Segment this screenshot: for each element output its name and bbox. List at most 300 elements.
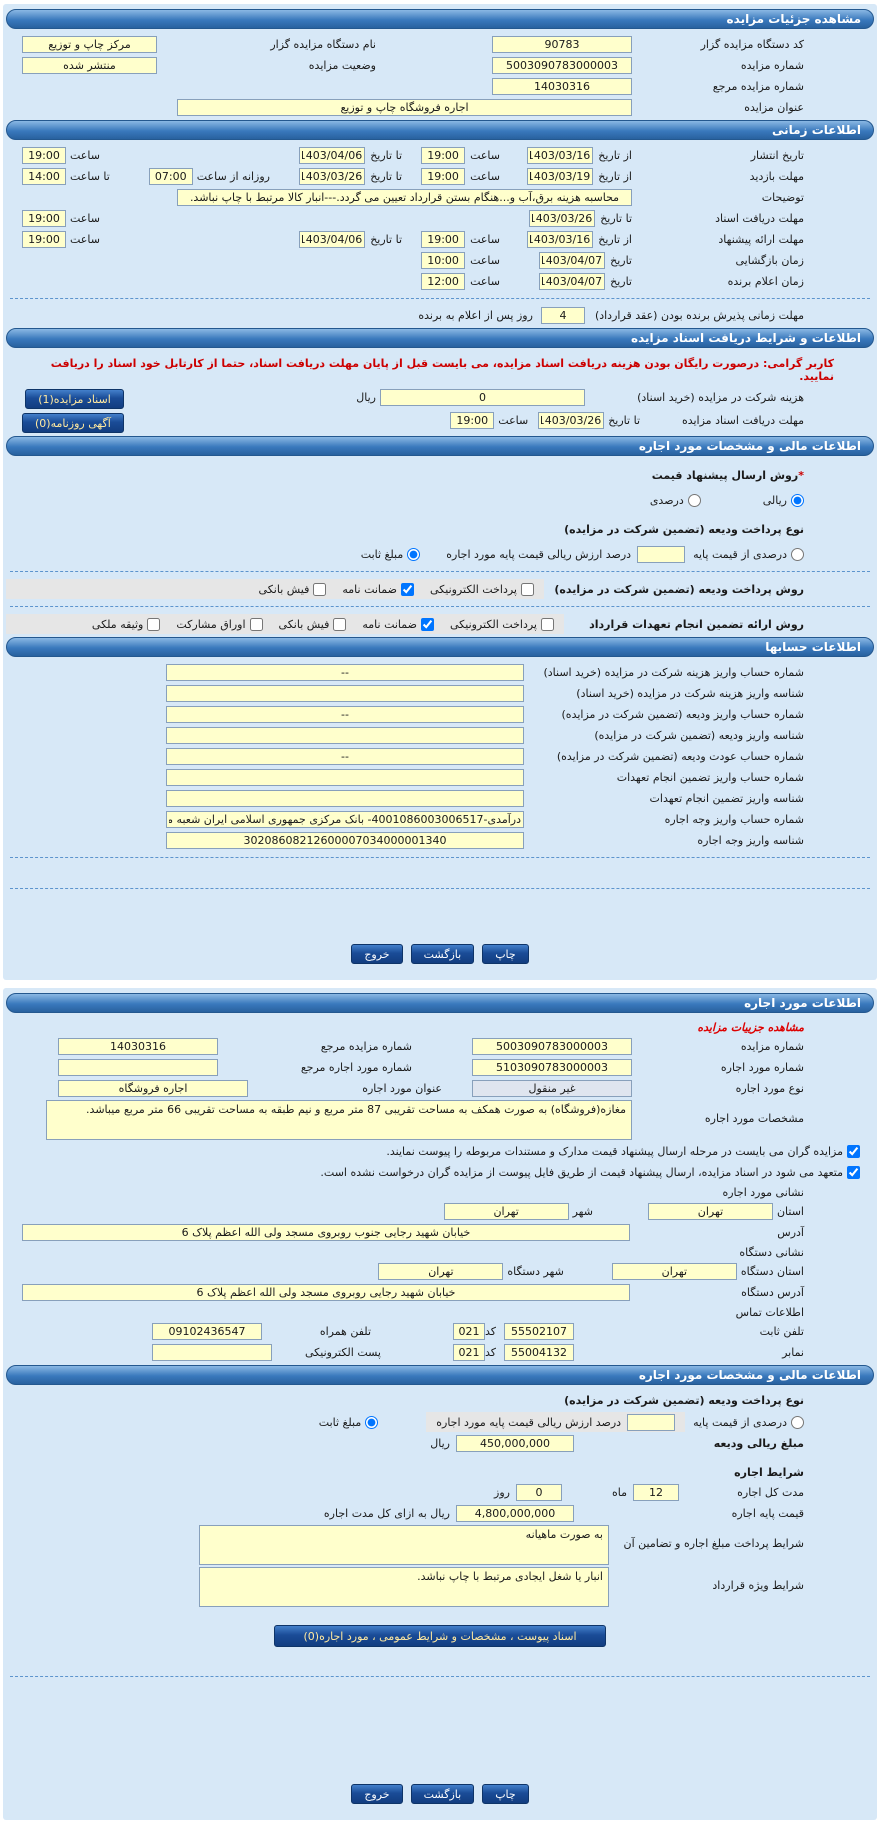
- date-label: تاریخ: [610, 275, 632, 288]
- lease-item-ref-label: شماره مورد اجاره مرجع: [300, 1061, 412, 1074]
- email-group: [152, 1344, 381, 1361]
- finance-section-title: اطلاعات مالی و مشخصات مورد اجاره: [638, 439, 861, 453]
- org-province-group: [612, 1263, 804, 1280]
- org-province-city-row: [6, 1262, 874, 1281]
- item-address-section-row: [6, 1184, 874, 1200]
- to-hour-label: تا ساعت: [70, 170, 110, 183]
- deposit-type2-label: نوع پرداخت ودیعه (تضمین شرکت در مزایده): [564, 1394, 804, 1407]
- rial-option[interactable]: [763, 494, 804, 507]
- page-title: [6, 9, 874, 29]
- separator: [10, 606, 870, 607]
- winner-time-field[interactable]: [421, 273, 465, 290]
- phone-row: [6, 1322, 874, 1341]
- opening-time-row: [6, 251, 874, 270]
- province-field[interactable]: [648, 1203, 773, 1220]
- g-bank-receipt-option[interactable]: [279, 618, 347, 631]
- notes-label: توضیحات: [761, 191, 804, 204]
- publish-to-date-field[interactable]: [299, 147, 365, 164]
- deposit-amount-label: مبلغ ریالی ودیعه: [713, 1437, 804, 1450]
- item-ref-number-group: [58, 1038, 412, 1055]
- opening-time-field[interactable]: [421, 252, 465, 269]
- item-type-field[interactable]: [472, 1080, 632, 1097]
- separator: [10, 857, 870, 858]
- page-title-text: مشاهده جزئیات مزایده: [726, 12, 861, 26]
- deposit-pay-method-row: [6, 579, 874, 599]
- deposit-pay-method-label: روش پرداخت ودیعه (تضمین شرکت در مزایده): [554, 582, 804, 596]
- fixed-amount2-label: مبلغ ثابت: [318, 1415, 362, 1429]
- phone-code-field[interactable]: [453, 1323, 485, 1340]
- electronic-payment-option[interactable]: [430, 583, 534, 596]
- account-row: [6, 810, 874, 829]
- org-address-field[interactable]: [22, 1284, 630, 1301]
- g-guarantee-letter-checkbox[interactable]: [421, 618, 434, 631]
- spacer: [6, 865, 874, 881]
- percent2-strip: [426, 1412, 685, 1432]
- guarantee-letter-option[interactable]: [342, 583, 414, 596]
- spacer: [6, 1651, 874, 1669]
- account-field[interactable]: [166, 706, 524, 723]
- account-label: شناسه واریز ودیعه (تضمین شرکت در مزایده): [594, 729, 804, 742]
- item-address-row: [6, 1223, 874, 1242]
- payment-terms-textarea[interactable]: [199, 1525, 609, 1565]
- percent-of-base2-radio[interactable]: [791, 1416, 804, 1429]
- fax-row: [6, 1343, 874, 1362]
- electronic-payment-checkbox[interactable]: [521, 583, 534, 596]
- deposit-amount-row: [6, 1434, 874, 1453]
- date-label: تاریخ: [610, 254, 632, 267]
- rial-label: ریال: [430, 1437, 450, 1450]
- item-ref-number-label: شماره مزایده مرجع: [320, 1040, 412, 1053]
- notes-field[interactable]: [177, 189, 632, 206]
- to-date-label: تا تاریخ: [600, 212, 632, 225]
- doc-fee-field[interactable]: [380, 389, 585, 406]
- account-field[interactable]: [166, 811, 524, 828]
- account-label: شناسه واریز هزینه شرکت در مزایده (خرید اسناد): [576, 687, 804, 700]
- hour-label: ساعت: [498, 414, 529, 427]
- agency-name-field[interactable]: [22, 36, 157, 53]
- account-label: شماره حساب واریز هزینه شرکت در مزایده (خرید اسناد): [543, 666, 804, 679]
- special-terms-label: شرایط ویژه قرارداد: [712, 1579, 804, 1592]
- spacer: [6, 1684, 874, 1780]
- auction-status-label: وضعیت مزایده: [308, 59, 376, 72]
- account-field[interactable]: [166, 832, 524, 849]
- percent-of-base-label: درصدی از قیمت پایه: [693, 548, 787, 561]
- mobile-label: تلفن همراه: [319, 1325, 371, 1338]
- org-city-label: شهر دستگاه: [507, 1265, 564, 1278]
- code-label: کد: [484, 1325, 496, 1338]
- property-collateral-label: وثیقه ملکی: [91, 617, 144, 631]
- status-group: [22, 57, 376, 74]
- payment-terms-row: [6, 1525, 874, 1565]
- deposit-type-label-row: [6, 520, 874, 539]
- back-button[interactable]: بازگشت: [411, 1784, 475, 1804]
- item-section-bar: [6, 993, 874, 1013]
- auction-summary-panel: [3, 4, 877, 980]
- item-ref-number-field[interactable]: [58, 1038, 218, 1055]
- percent-of-base-radio[interactable]: [791, 548, 804, 561]
- spacer: [6, 896, 874, 940]
- publish-to-time-field[interactable]: [22, 147, 66, 164]
- account-row: [6, 831, 874, 850]
- percent2-suffix-label: درصد ارزش ریالی قیمت پایه مورد اجاره: [436, 1415, 622, 1429]
- exit-button[interactable]: خروج: [351, 1784, 402, 1804]
- item-type-label: نوع مورد اجاره: [735, 1082, 804, 1095]
- doc-deadline-date-field[interactable]: [529, 210, 595, 227]
- attest1-option[interactable]: [386, 1145, 860, 1158]
- electronic-payment-label: پرداخت الکترونیکی: [430, 582, 517, 596]
- docs-deadline-date-field[interactable]: [538, 412, 604, 429]
- account-row: [6, 789, 874, 808]
- base-price-label: قیمت پایه اجاره: [731, 1507, 804, 1520]
- offer-from-date-field[interactable]: [527, 231, 593, 248]
- org-city-group: [378, 1263, 563, 1280]
- attachments-button[interactable]: اسناد پیوست ، مشخصات و شرایط عمومی ، مورد اجاره(0): [274, 1625, 605, 1647]
- account-row: [6, 705, 874, 724]
- fixed-amount2-option[interactable]: [319, 1416, 378, 1429]
- doc-deadline-time-field[interactable]: [22, 210, 66, 227]
- participation-bonds-checkbox[interactable]: [250, 618, 263, 631]
- view-auction-details-link[interactable]: مشاهده جزییات مزایده: [697, 1020, 804, 1034]
- org-address-row: [6, 1283, 874, 1302]
- opening-date-field[interactable]: [539, 252, 605, 269]
- province-group: [648, 1203, 804, 1220]
- account-label: شماره حساب عودت ودیعه (تضمین شرکت در مزایده): [556, 750, 804, 763]
- item-spec-textarea[interactable]: [46, 1100, 632, 1140]
- base-price-suffix-label: ریال به ازای کل مدت اجاره: [323, 1507, 450, 1520]
- visit-deadline-row: [6, 167, 874, 186]
- deposit-type-label: نوع پرداخت ودیعه (تضمین شرکت در مزایده): [564, 523, 804, 536]
- docs-buttons: [22, 389, 124, 433]
- percent2-value-field[interactable]: [627, 1414, 675, 1431]
- item-auction-number-row: [6, 1037, 874, 1056]
- docs-warning-text: کاربر گرامی: درصورت رایگان بودن هزینه دریافت اسناد مزایده، می بایست قبل از پایان مهلت دریافت اسناد، حتما از کارتابل خود اسناد را دریافت نمایید.: [50, 357, 834, 383]
- rial-option-label: ریالی: [762, 494, 787, 507]
- acceptance-deadline-label: مهلت زمانی پذیرش برنده بودن (عقد قرارداد): [594, 309, 804, 322]
- offer-from-time-field[interactable]: [421, 231, 465, 248]
- province-label: استان: [776, 1205, 804, 1218]
- rial-radio[interactable]: [791, 494, 804, 507]
- lease-item-ref-field[interactable]: [58, 1059, 218, 1076]
- g-electronic-payment-option[interactable]: [450, 618, 554, 631]
- lease-item-ref-group: [58, 1059, 412, 1076]
- visit-daily-to-field[interactable]: [22, 168, 66, 185]
- newspaper-ad-button[interactable]: آگهی روزنامه(0): [22, 413, 124, 433]
- item-title-group: [58, 1080, 442, 1097]
- org-address-section-row: [6, 1244, 874, 1260]
- phone-field[interactable]: [504, 1323, 574, 1340]
- participation-bonds-option[interactable]: [176, 618, 262, 631]
- auction-number-label: شماره مزایده: [740, 59, 804, 72]
- separator: [10, 298, 870, 299]
- account-field[interactable]: [166, 727, 524, 744]
- lease-item-number-label: شماره مورد اجاره: [720, 1061, 804, 1074]
- item-address-label: آدرس: [777, 1226, 804, 1239]
- fax-label: نمابر: [782, 1346, 804, 1359]
- visit-from-time-field[interactable]: [421, 168, 465, 185]
- lease-duration-label: مدت کل اجاره: [737, 1486, 804, 1499]
- auction-title-field[interactable]: [177, 99, 632, 116]
- contract-guarantee-strip: [6, 614, 564, 634]
- participation-bonds-label: اوراق مشارکت: [176, 617, 246, 631]
- item-spec-label: مشخصات مورد اجاره: [704, 1112, 804, 1125]
- account-row: [6, 747, 874, 766]
- item-section-title: اطلاعات مورد اجاره: [744, 996, 861, 1010]
- auction-status-field[interactable]: [22, 57, 157, 74]
- lease-item-number-row: [6, 1058, 874, 1077]
- account-field[interactable]: [166, 790, 524, 807]
- payment-terms-label: شرایط پرداخت مبلغ اجاره و تضامین آن: [623, 1537, 804, 1550]
- item-address-section-label: نشانی مورد اجاره: [722, 1185, 804, 1199]
- to-date-label: تا تاریخ: [608, 414, 640, 427]
- accounts-section-title: اطلاعات حسابها: [765, 640, 861, 654]
- g-electronic-payment-checkbox[interactable]: [541, 618, 554, 631]
- g-bank-receipt-label: فیش بانکی: [278, 617, 330, 631]
- attest2-checkbox[interactable]: [847, 1166, 860, 1179]
- percent-suffix-label: درصد ارزش ریالی قیمت پایه مورد اجاره: [446, 548, 632, 561]
- doc-deadline-label: مهلت دریافت اسناد: [715, 212, 804, 225]
- time-section-bar: [6, 120, 874, 140]
- from-date-label: از تاریخ: [598, 170, 632, 183]
- city-label: شهر: [572, 1205, 593, 1218]
- attest2-option[interactable]: [320, 1166, 860, 1179]
- required-asterisk: *: [798, 469, 804, 482]
- hour-label: ساعت: [470, 149, 500, 162]
- send-method-label: روش ارسال پیشنهاد قیمت: [651, 469, 799, 482]
- publish-from-time-field[interactable]: [421, 147, 465, 164]
- duration-days-field[interactable]: [516, 1484, 562, 1501]
- percent-of-base-option[interactable]: [693, 548, 804, 561]
- reference-number-label: شماره مزایده مرجع: [712, 80, 804, 93]
- reference-number-field[interactable]: [492, 78, 632, 95]
- g-electronic-payment-label: پرداخت الکترونیکی: [450, 617, 537, 631]
- bank-receipt-option[interactable]: [259, 583, 327, 596]
- org-address-section-label: نشانی دستگاه: [739, 1245, 804, 1259]
- item-auction-number-label: شماره مزایده: [740, 1040, 804, 1053]
- city-field[interactable]: [444, 1203, 569, 1220]
- visit-to-date-field[interactable]: [299, 168, 365, 185]
- visit-deadline-label: مهلت بازدید: [749, 170, 804, 183]
- fixed-amount-option[interactable]: [361, 548, 420, 561]
- reference-number-row: [6, 77, 874, 96]
- city-group: [444, 1203, 593, 1220]
- winner-announce-label: زمان اعلام برنده: [727, 275, 804, 288]
- org-province-label: استان دستگاه: [740, 1265, 804, 1278]
- percent-radio[interactable]: [688, 494, 701, 507]
- deposit-pay-options-strip: [6, 579, 544, 599]
- publish-from-date-field[interactable]: [527, 147, 593, 164]
- g-guarantee-letter-label: ضمانت نامه: [362, 617, 417, 631]
- offer-to-date-field[interactable]: [299, 231, 365, 248]
- lease-item-number-field[interactable]: [472, 1059, 632, 1076]
- agency-code-field[interactable]: [492, 36, 632, 53]
- fixed-amount-label: مبلغ ثابت: [360, 548, 404, 561]
- hour-label: ساعت: [470, 233, 500, 246]
- contract-guarantee-label: روش ارائه تضمین انجام تعهدات قرارداد: [589, 617, 804, 631]
- fixed-amount2-radio[interactable]: [365, 1416, 378, 1429]
- day-label: روز: [494, 1486, 510, 1499]
- org-city-field[interactable]: [378, 1263, 503, 1280]
- auction-number-field[interactable]: [492, 57, 632, 74]
- separator: [10, 1676, 870, 1677]
- bank-receipt-checkbox[interactable]: [313, 583, 326, 596]
- percent-option[interactable]: [650, 494, 701, 507]
- winner-date-field[interactable]: [539, 273, 605, 290]
- finance2-section-bar: [6, 1365, 874, 1385]
- agency-code-label: کد دستگاه مزایده گزار: [700, 38, 804, 51]
- auction-documents-button[interactable]: اسناد مزایده(1): [25, 389, 124, 409]
- auction-title-row: [6, 98, 874, 117]
- rial-label: ریال: [356, 391, 376, 404]
- visit-daily-from-field[interactable]: [149, 168, 193, 185]
- auction-number-row: [6, 56, 874, 75]
- publish-date-label: تاریخ انتشار: [750, 149, 804, 162]
- special-terms-row: [6, 1567, 874, 1607]
- base-price-row: [6, 1504, 874, 1523]
- item-title-label: عنوان مورد اجاره: [362, 1082, 442, 1095]
- attachments-button-row: [6, 1621, 874, 1651]
- code-label: کد: [484, 1346, 496, 1359]
- lease-item-panel: [3, 988, 877, 1820]
- account-row: [6, 684, 874, 703]
- item-province-city-row: [6, 1202, 874, 1221]
- deposit-amount-field[interactable]: [456, 1435, 574, 1452]
- phone-label: تلفن ثابت: [759, 1325, 804, 1338]
- contract-guarantee-row: [6, 614, 874, 634]
- hour-label: ساعت: [70, 149, 100, 162]
- acceptance-deadline-row: [6, 306, 874, 325]
- send-method-label-row: [6, 466, 874, 485]
- attest1-checkbox[interactable]: [847, 1145, 860, 1158]
- hour-label: ساعت: [70, 233, 100, 246]
- view-details-row: [6, 1019, 874, 1035]
- property-collateral-option[interactable]: [92, 618, 160, 631]
- offer-deadline-row: [6, 230, 874, 249]
- agency-name-group: [22, 36, 376, 53]
- item-spec-row: [6, 1100, 874, 1140]
- item-address-field[interactable]: [22, 1224, 630, 1241]
- org-province-field[interactable]: [612, 1263, 737, 1280]
- hour-label: ساعت: [470, 170, 500, 183]
- account-label: شماره حساب واریز ودیعه (تضمین شرکت در مزایده): [561, 708, 804, 721]
- publish-date-row: [6, 146, 874, 165]
- fax-field[interactable]: [504, 1344, 574, 1361]
- visit-from-date-field[interactable]: [527, 168, 593, 185]
- account-field[interactable]: [166, 769, 524, 786]
- finance2-section-title: اطلاعات مالی و مشخصات مورد اجاره: [638, 1368, 861, 1382]
- property-collateral-checkbox[interactable]: [147, 618, 160, 631]
- from-date-label: از تاریخ: [598, 149, 632, 162]
- lease-duration-row: [6, 1483, 874, 1502]
- base-price-field[interactable]: [456, 1505, 574, 1522]
- fax-code-field[interactable]: [453, 1344, 485, 1361]
- docs-deadline-time-field[interactable]: [450, 412, 494, 429]
- docs-deadline-row: [124, 412, 804, 429]
- hour-label: ساعت: [470, 254, 500, 267]
- email-label: پست الکترونیکی: [305, 1346, 381, 1359]
- back-button[interactable]: بازگشت: [411, 944, 475, 964]
- accounts-section-bar: [6, 637, 874, 657]
- separator: [10, 571, 870, 572]
- duration-months-field[interactable]: [633, 1484, 679, 1501]
- docs-section-bar: [6, 328, 874, 348]
- g-bank-receipt-checkbox[interactable]: [333, 618, 346, 631]
- guarantee-letter-label: ضمانت نامه: [342, 582, 397, 596]
- offer-to-time-field[interactable]: [22, 231, 66, 248]
- account-field[interactable]: [166, 664, 524, 681]
- daily-from-hour-label: روزانه از ساعت: [196, 170, 270, 183]
- to-date-label: تا تاریخ: [370, 149, 402, 162]
- percent-of-base2-option[interactable]: [693, 1416, 804, 1429]
- hour-label: ساعت: [70, 212, 100, 225]
- attest2-row: [6, 1163, 874, 1182]
- panel1-nav-buttons: [6, 940, 874, 968]
- lease-title: شرایط اجاره: [734, 1465, 804, 1479]
- print-button[interactable]: چاپ: [482, 944, 529, 964]
- deposit-type2-label-row: [6, 1391, 874, 1410]
- org-address-label: آدرس دستگاه: [741, 1286, 804, 1299]
- account-label: شناسه واریز وجه اجاره: [697, 834, 804, 847]
- mobile-group: [152, 1323, 371, 1340]
- from-date-label: از تاریخ: [598, 233, 632, 246]
- month-label: ماه: [611, 1486, 627, 1499]
- exit-button[interactable]: خروج: [351, 944, 402, 964]
- deposit-type2-options-row: [6, 1412, 874, 1432]
- finance-section-bar: [6, 436, 874, 456]
- account-field[interactable]: [166, 685, 524, 702]
- panel2-nav-buttons: [6, 1780, 874, 1808]
- mobile-field[interactable]: [152, 1323, 262, 1340]
- to-date-label: تا تاریخ: [370, 170, 402, 183]
- account-row: [6, 726, 874, 745]
- opening-time-label: زمان بازگشایی: [735, 254, 804, 267]
- doc-deadline-row: [6, 209, 874, 228]
- contact-section-label: اطلاعات تماس: [735, 1305, 804, 1319]
- send-method-options-row: [6, 491, 874, 510]
- to-date-label: تا تاریخ: [370, 233, 402, 246]
- agency-row: [6, 35, 874, 54]
- g-guarantee-letter-option[interactable]: [362, 618, 434, 631]
- doc-fee-row: [124, 389, 804, 406]
- account-row: [6, 663, 874, 682]
- account-label: شماره حساب واریز وجه اجاره: [664, 813, 804, 826]
- doc-fee-label: هزینه شرکت در مزایده (خرید اسناد): [637, 391, 804, 404]
- print-button[interactable]: چاپ: [482, 1784, 529, 1804]
- attest2-text: متعهد می شود در اسناد مزایده، ارسال پیشنهاد قیمت از طریق فایل پیوست از مزایده گران درخواست نشده است.: [320, 1166, 843, 1179]
- special-terms-textarea[interactable]: [199, 1567, 609, 1607]
- guarantee-letter-checkbox[interactable]: [401, 583, 414, 596]
- auction-title-label: عنوان مزایده: [744, 101, 804, 114]
- bank-receipt-label: فیش بانکی: [258, 582, 310, 596]
- percent-of-base2-label: درصدی از قیمت پایه: [693, 1415, 787, 1429]
- email-field[interactable]: [152, 1344, 272, 1361]
- hour-label: ساعت: [470, 275, 500, 288]
- fixed-amount-radio[interactable]: [407, 548, 420, 561]
- acceptance-days-field[interactable]: [541, 307, 585, 324]
- offer-deadline-label: مهلت ارائه پیشنهاد: [718, 233, 804, 246]
- item-title-field[interactable]: [58, 1080, 248, 1097]
- deposit-type-options-row: [6, 545, 874, 564]
- docs-section-title: اطلاعات و شرایط دریافت اسناد مزایده: [630, 331, 861, 345]
- acceptance-suffix-label: روز پس از اعلام به برنده: [418, 309, 533, 322]
- attest1-row: [6, 1142, 874, 1161]
- account-field[interactable]: [166, 748, 524, 765]
- account-row: [6, 768, 874, 787]
- percent-value-field[interactable]: [637, 546, 685, 563]
- contact-section-row: [6, 1304, 874, 1320]
- item-auction-number-field[interactable]: [472, 1038, 632, 1055]
- panel-gap: [3, 980, 877, 988]
- percent-option-label: درصدی: [649, 494, 684, 507]
